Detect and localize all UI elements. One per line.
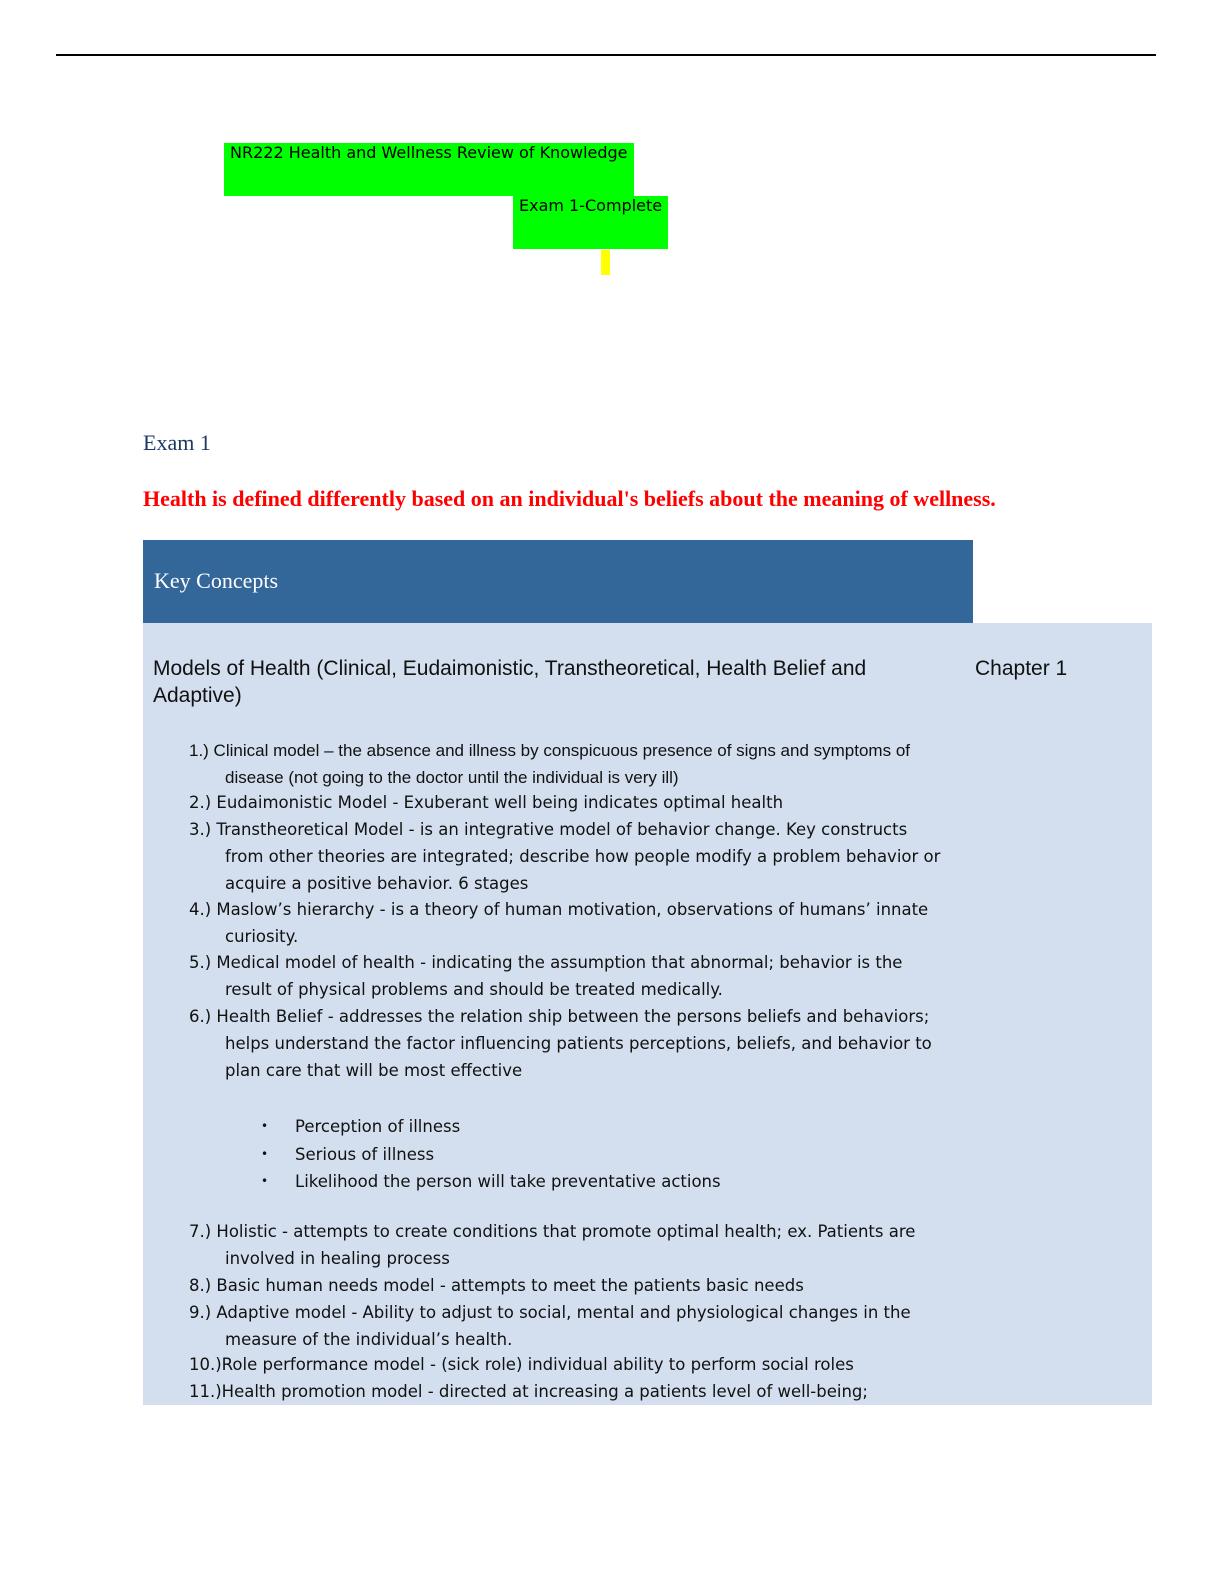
exam-label: Exam 1	[143, 430, 211, 455]
table-content-cell	[143, 623, 1152, 1405]
bullet-icon: •	[261, 1146, 269, 1161]
intro-statement: Health is defined differently based on an individual's beliefs about the meaning of wellness.	[143, 486, 996, 511]
list-item: 5.) Medical model of health - indicating the assumption that abnormal; behavior is the result of physical problems and should be treated medically.	[189, 953, 903, 999]
bullet-item	[261, 1141, 721, 1169]
topic-heading: Models of Health (Clinical, Eudaimonistic, Transtheoretical, Health Belief and Adaptive)	[153, 657, 867, 707]
top-rule	[56, 54, 1156, 56]
document-title-text-1: NR222 Health and Wellness Review of Knowledge	[230, 143, 628, 162]
list-item: 4.) Maslow’s hierarchy - is a theory of human motivation, observations of humans’ innate curiosity.	[189, 900, 929, 946]
list-item: 2.) Eudaimonistic Model - Exuberant well being indicates optimal health	[189, 793, 784, 812]
list-item: 9.) Adaptive model - Ability to adjust to social, mental and physiological changes in the measure of the individual’s health.	[189, 1303, 911, 1349]
bullet-text: Serious of illness	[295, 1144, 435, 1164]
list-item: 6.) Health Belief - addresses the relation ship between the persons beliefs and behaviors; helps understand the factor influencing patients perceptions, beliefs, and behavior to plan care that will be most effective	[189, 1007, 932, 1080]
document-title-line-2	[513, 196, 668, 249]
bullet-item	[261, 1113, 721, 1141]
bullet-item	[261, 1168, 721, 1196]
list-item: 1.) Clinical model – the absence and illness by conspicuous presence of signs and symptoms of disease (not going to the doctor until the individual is very ill)	[189, 741, 910, 787]
bullet-text: Likelihood the person will take preventative actions	[295, 1172, 721, 1191]
table-header-label: Key Concepts	[154, 568, 279, 593]
list-item: 8.) Basic human needs model - attempts to meet the patients basic needs	[189, 1276, 804, 1295]
highlight-mark	[601, 250, 610, 275]
health-belief-bullets	[261, 1113, 721, 1196]
bullet-icon: •	[261, 1174, 269, 1188]
chapter-reference: Chapter 1	[975, 657, 1068, 680]
document-title-text-2: Exam 1-Complete	[519, 196, 663, 215]
list-item: 7.) Holistic - attempts to create conditions that promote optimal health; ex. Patients are involved in healing process	[189, 1222, 916, 1268]
document-title-line-1	[224, 143, 634, 196]
list-item: 10.)Role performance model - (sick role) individual ability to perform social roles	[189, 1355, 854, 1374]
list-item: 3.) Transtheoretical Model - is an integrative model of behavior change. Key constructs from other theories are integrated; describe how people modify a problem behavior or acquire a positive behavior. 6 stages	[189, 820, 941, 893]
bullet-icon: •	[261, 1119, 269, 1133]
bullet-text: Perception of illness	[295, 1117, 461, 1136]
list-item: 11.)Health promotion model - directed at increasing a patients level of well-being;	[189, 1382, 868, 1401]
table-header-bar	[143, 540, 973, 626]
